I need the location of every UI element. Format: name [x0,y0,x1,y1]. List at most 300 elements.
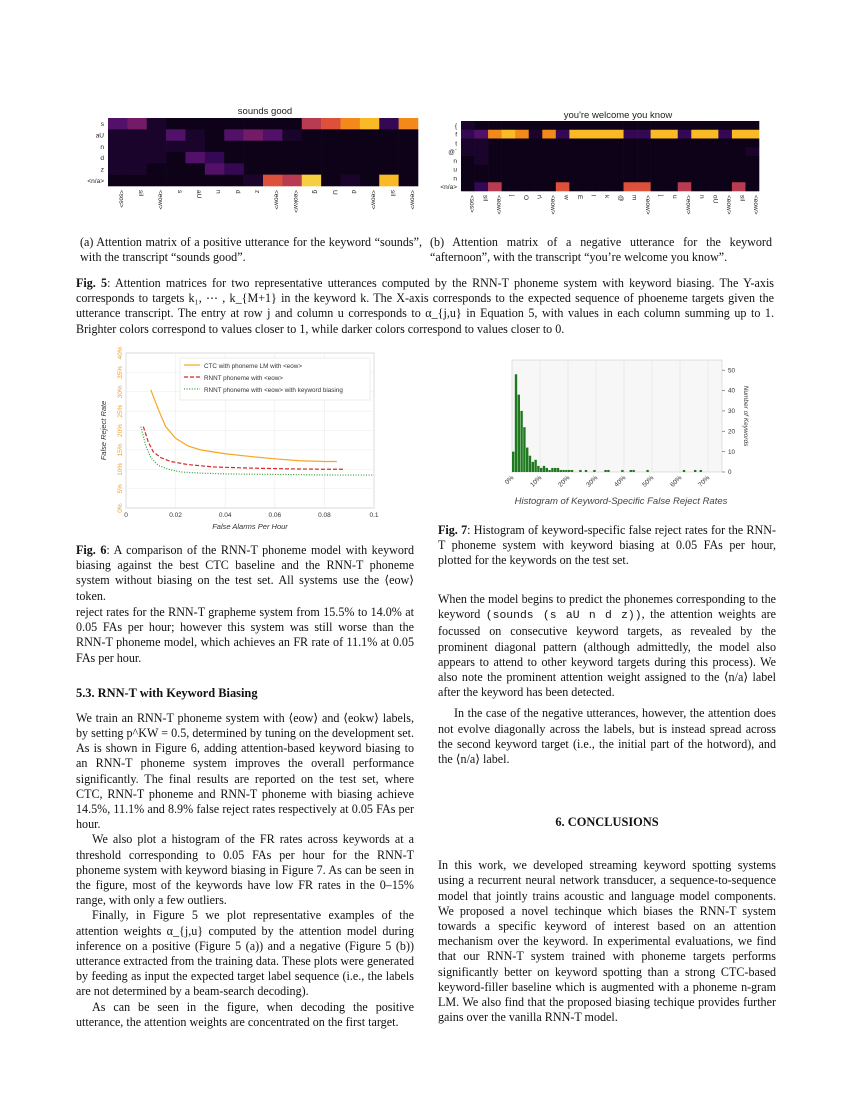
fig5a-cell [108,163,128,175]
fig5b-y-label: n [453,157,457,165]
fig7-bar [548,470,550,472]
fig5b-cell [556,165,570,174]
fig5a-cell [205,175,225,187]
fig7-bar [700,470,702,472]
fig5a-cell [379,129,399,141]
fig5a-cell [147,141,167,153]
fig5a-cell [127,152,147,164]
fig5b-cell [745,130,759,139]
right-column [438,592,776,1025]
fig5a-x-label: d [350,190,358,194]
fig5a-cell [127,175,147,187]
fig5a-cell [341,118,361,130]
fig5a-cell [341,163,361,175]
fig5b-cell [732,156,746,165]
fig5b-cell [718,156,732,165]
fig5a-cell [379,163,399,175]
fig6-x-tick: 0.04 [218,512,232,519]
fig5b-cell [461,139,475,148]
fig7-bar [551,468,553,472]
fig5a-caption: (a) Attention matrix of a positive utterance for the keyword “sounds”, with the transcript “sounds good”. [80,235,422,265]
right-paragraph-2: In the case of the negative utterances, however, the attention does not evolve diagonally across the labels, but is instead spread across the second keyword target (i.e., the initial part of the hotword), and the ⟨n/a⟩ label. [438,706,776,767]
fig5b-cell [488,174,502,183]
fig5a-x-label: <eokw> [292,190,300,213]
fig5a-cell [186,163,206,175]
fig5b-cell [624,156,638,165]
fig7-caption-text: : Histogram of keyword-specific false reject rates for the RNN-T phoneme system with keyword biasing at 0.05 FAs per hour, plotted for the keywords on the test set. [438,523,776,568]
fig7-bar [579,470,581,472]
fig5b-cell [651,139,665,148]
fig5b-cell [664,182,678,191]
fig5a-cell [360,163,380,175]
fig5a-cell [186,129,206,141]
fig7-x-tick: 20% [557,474,572,489]
fig5b-cell [691,139,705,148]
fig5b-cell [705,147,719,156]
fig5a-cell [244,141,264,153]
fig5b-cell [718,121,732,130]
fig5-label: Fig. 5 [76,276,108,290]
fig5b-cell [624,182,638,191]
left-paragraph-5: As can be seen in the figure, when decoding the positive utterance, the attention weights are concentrated on the first target. [76,999,414,1029]
fig7-bar [683,470,685,472]
right-paragraph-1-start: When the model begins to predict the phonemes corresponding to the keyword [438,592,776,622]
fig5b-cell [461,121,475,130]
fig5a-cell [360,141,380,153]
section-6-title: 6. CONCLUSIONS [555,815,659,830]
fig5a-cell [321,175,341,187]
fig5b-cell [705,165,719,174]
fig5b-cell [664,139,678,148]
fig5b-cell [732,147,746,156]
fig5b-cell [529,121,543,130]
fig5b-cell [461,156,475,165]
fig5b-x-label: m [630,195,638,201]
fig7-bar [560,470,562,472]
fig5b-cell [745,139,759,148]
fig5b-x-label: oU [711,195,719,204]
fig5b-cell [624,139,638,148]
fig5a-cell [282,118,302,130]
fig5b-cell [569,130,583,139]
fig5b-cell [583,165,597,174]
fig5b-cell [705,139,719,148]
fig5b-cell [542,147,556,156]
fig5b-cell [542,165,556,174]
fig5b-cell [624,165,638,174]
fig5b-x-label: <eow> [494,195,502,215]
fig7-bar [607,470,609,472]
fig5b-cell [718,139,732,148]
fig5a-cell [205,118,225,130]
fig5a-cell [224,129,244,141]
fig5b-cell [515,121,529,130]
fig5b-cell [529,156,543,165]
fig7-bar [546,468,548,472]
fig5b-cell [745,147,759,156]
fig6-y-tick: 40% [117,346,124,360]
fig5a-cell [244,118,264,130]
fig6-ylabel: False Reject Rate [99,400,108,461]
fig5b-cell [488,121,502,130]
fig5a-cell [302,163,322,175]
fig5b-cell [583,130,597,139]
fig7-bar [694,470,696,472]
fig5b-cell [556,182,570,191]
fig5a-x-label: aU [195,190,203,199]
keyword-sounds: (sounds (s aU n d z)) [485,610,642,623]
fig7-bar [518,395,520,472]
fig7-x-tick: 30% [585,474,600,489]
fig5b-cell [556,139,570,148]
fig7-bar [562,470,564,472]
fig5b-cell [556,130,570,139]
fig5a-cell [166,152,186,164]
fig5a-cell [282,163,302,175]
fig5a-y-label: s [100,121,104,129]
fig6-y-tick: 5% [117,483,124,494]
fig7-bar [543,466,545,472]
right-paragraph-1-end: , the attention weights are focussed on consecutive keyword targets, as revealed by the prominent diagonal pattern (although admittedly, the model also appears to attend to other keyword targets during this process). We also note the prominent attention weight assigned to the ⟨n/a⟩ label after the keyword has been detected. [438,607,777,700]
fig5a-cell [166,163,186,175]
fig7-bar [585,470,587,472]
fig7-bar [532,462,534,472]
fig5b-cell [475,121,489,130]
fig5b-cell [529,139,543,148]
fig5b-cell [583,174,597,183]
fig5b-cell [651,121,665,130]
fig5a-cell [399,141,419,153]
fig5b-cell [718,165,732,174]
fig5a-cell [321,163,341,175]
fig6-caption-text: : A comparison of the RNN-T phoneme model with keyword biasing against the best CTC baseline and the RNN-T phoneme system without biasing on the test set. All systems use the ⟨eow⟩ token. [76,543,414,603]
fig5b-cell [515,139,529,148]
fig5b-y-label: u [453,166,457,174]
fig5b-cell [637,165,651,174]
fig7-x-tick: 60% [669,474,684,489]
fig5a-cell [224,175,244,187]
fig5b-cell [488,156,502,165]
fig7-y-tick: 10 [728,448,736,456]
fig5a-cell [244,175,264,187]
fig6-x-tick: 0.08 [318,512,331,519]
right-paragraph-3: In this work, we developed streaming keyword spotting systems using a recurrent neural network transducer, a sequence-to-sequence model that jointly trains acoustic and language model components. We proposed a novel techinque which biases the RNN-T system towards a specific keyword of interest based on an attention mechanism over the keyword. In experimental evaluations, we find that our RNN-T system trained with phoneme targets performs significantly better on keyword spotting than a strong CTC-based keyword-filler baseline which is augmented with a phoneme n-gram LM. We also find that the proposed biasing techique provides further gains over the vanilla RNN-T model. [438,858,776,1025]
fig5a-cell [147,163,167,175]
section-5-3-title: 5.3. RNN-T with Keyword Biasing [76,685,258,700]
fig6-legend-label: CTC with phoneme LM with <eow> [204,363,302,370]
fig5b-cell [691,182,705,191]
fig6-x-tick: 0.1 [369,512,379,519]
fig5b-cell [569,156,583,165]
fig5b-x-label: <eow> [752,195,760,215]
fig5a-cell [341,129,361,141]
fig5a-cell [186,175,206,187]
fig5b-cell [461,165,475,174]
fig5b-y-label: <n/a> [440,184,457,192]
fig7-bar [568,470,570,472]
fig7-bar [537,466,539,472]
fig5a-cell [244,163,264,175]
fig5b-cell [583,156,597,165]
fig5b-cell [732,165,746,174]
fig5b-cell [691,156,705,165]
fig5b-cell [542,174,556,183]
fig5a-y-label: z [100,166,104,174]
fig5b-cell [461,130,475,139]
fig6-y-tick: 35% [117,365,124,379]
fig5b-cell [664,156,678,165]
fig5b-x-label: <eow> [684,195,692,215]
fig6-caption [76,543,414,604]
fig7-caption [438,523,776,569]
fig5b-cell [569,174,583,183]
fig5b-cell [556,121,570,130]
fig5a-cell [108,118,128,130]
fig5b-cell [596,165,610,174]
fig5b-cell [718,147,732,156]
fig5a-cell [399,118,419,130]
fig5b-x-label: <eow> [549,195,557,215]
fig5b-cell [488,165,502,174]
fig5a-x-label: <eow> [369,190,377,210]
fig5a-cell [360,175,380,187]
fig5b-cell [637,147,651,156]
fig5b-cell [678,156,692,165]
fig5b-cell [718,182,732,191]
fig7-bar [604,470,606,472]
fig5b-cell [678,130,692,139]
fig5b-cell [691,147,705,156]
fig7-bar [554,468,556,472]
fig7-bar [540,468,542,472]
fig5a-cell [341,175,361,187]
fig5b-cell [691,130,705,139]
fig7-plot-area [512,360,722,472]
fig5a-cell [166,175,186,187]
fig5a-cell [302,175,322,187]
fig5b-cell [461,182,475,191]
fig5a-cell [224,141,244,153]
fig5b-cell [502,182,516,191]
fig6-y-tick: 0% [117,503,124,513]
fig5a-cell [224,163,244,175]
fig5-caption-text: : Attention matrices for two representative utterances computed by the RNN-T phoneme system with keyword biasing. The Y-axis corresponds to targets k₁, ⋯ , k_{M+1} in the keyword k. The X-axis corresponds to the expected sequence of phoeneme targets given the utterance transcript. The entry at row j and column u corresponds to α_{j,u} in Equation 5, with values in each column summing up to 1. Brighter colors correspond to values closer to 1, while darker colors correspond to values closer to 0. [76,276,775,336]
fig5a-cell [379,152,399,164]
fig5b-cell [691,121,705,130]
fig5a-cell [302,118,322,130]
fig5a-cell [244,152,264,164]
fig5a-cell [147,175,167,187]
fig7-y-tick: 30 [728,408,736,416]
fig5b-cell [678,182,692,191]
fig5b-cell [745,156,759,165]
fig5b-cell [745,182,759,191]
fig7-histogram [500,352,780,512]
fig6-y-tick: 25% [117,404,124,418]
fig5b-y-label: { [454,122,457,130]
fig5a-cell [379,175,399,187]
fig5b-x-label: w [562,195,570,200]
fig5b-cell [529,174,543,183]
fig5a-cell [282,175,302,187]
fig5b-x-label: j [657,195,665,197]
fig5b-cell [596,121,610,130]
fig5a-cell [166,141,186,153]
fig5a-cell [108,129,128,141]
fig5b-cell [475,139,489,148]
fig5a-cell [147,129,167,141]
fig5b-cell [488,139,502,148]
fig5b-cell [732,130,746,139]
fig5b-cell [678,174,692,183]
fig5a-cell [127,163,147,175]
fig5b-cell [556,147,570,156]
fig5a-cell [341,152,361,164]
fig5b-cell [502,156,516,165]
fig5a-cell [379,141,399,153]
fig5a-y-label: d [100,155,104,163]
fig5a-x-label: <eow> [408,190,416,210]
fig5b-cell [624,121,638,130]
fig5b-x-label: <eow> [725,195,733,215]
fig5b-x-label: j [508,195,516,197]
fig5b-cell [691,174,705,183]
fig5a-cell [263,175,283,187]
fig5b-cell [610,147,624,156]
fig7-bar [621,470,623,472]
fig5b-cell [705,182,719,191]
fig5a-cell [147,118,167,130]
fig6-label: Fig. 6 [76,543,107,557]
fig6-y-tick: 30% [117,385,124,399]
fig5a-cell [302,152,322,164]
fig5b-cell [515,147,529,156]
fig5b-cell [596,156,610,165]
fig5b-x-label: <sos> [467,195,475,213]
fig6-legend-label: RNNT phoneme with <eow> with keyword biasing [204,387,343,394]
fig5a-cell [108,141,128,153]
fig5b-cell [569,121,583,130]
fig5a-x-label: <eow> [156,190,164,210]
fig5a-x-label: sil [388,190,396,197]
fig5a-x-label: <sos> [117,190,125,208]
fig5b-cell [475,147,489,156]
fig5b-heatmap [428,100,778,230]
fig6-xlabel: False Alarms Per Hour [212,522,288,530]
fig5b-cell [610,182,624,191]
fig5b-cell [569,165,583,174]
fig5b-cell [583,139,597,148]
fig5-caption [76,276,774,337]
fig5b-x-label: n [698,195,706,199]
fig5a-cell [205,141,225,153]
fig5b-cell [542,156,556,165]
fig5b-cell [542,139,556,148]
fig7-y-tick: 0 [728,469,732,477]
fig5b-cell [596,174,610,183]
fig5b-cell [475,174,489,183]
fig5b-cell [745,174,759,183]
fig7-bar [529,456,531,472]
left-paragraph-2: We train an RNN-T phoneme system with ⟨eow⟩ and ⟨eokw⟩ labels, by setting p^KW = 0.5, determined by tuning on the development set. As is shown in Figure 6, adding attention-based keyword biasing to an RNN-T phoneme system improves the overall performance significantly. The final results are reported on the test set, where CTC, RNN-T phoneme and RNN-T phoneme with biasing achieve 14.5%, 11.1% and 8.9% false reject rates respectively at 0.05 FAs per hour. [76,710,414,832]
fig5a-cell [224,152,244,164]
fig6-y-tick: 20% [117,423,124,438]
fig5a-x-label: <eow> [272,190,280,210]
fig5a-cell [205,163,225,175]
fig5a-cell [399,129,419,141]
fig5b-cell [569,182,583,191]
fig5b-cell [502,130,516,139]
fig5b-cell [732,121,746,130]
fig5a-cell [282,129,302,141]
fig5a-cell [360,118,380,130]
fig5b-x-label: <eow> [643,195,651,215]
fig7-x-tick: 70% [697,474,712,489]
fig5b-cell [583,121,597,130]
fig5b-cell [596,147,610,156]
fig5b-cell [610,156,624,165]
fig5a-cell [205,152,225,164]
fig7-x-tick: 0% [503,474,516,487]
fig5a-cell [321,129,341,141]
fig5b-x-label: O [521,195,529,201]
fig5a-y-label: n [100,143,104,151]
fig5b-cell [745,121,759,130]
fig5b-cell [596,130,610,139]
fig5b-cell [705,156,719,165]
fig5a-cell [379,118,399,130]
fig5b-cell [732,182,746,191]
fig5a-cell [147,152,167,164]
fig5b-x-label: r\ [535,195,543,199]
fig6-x-tick: 0.06 [268,512,282,519]
fig5a-cell [244,129,264,141]
fig5b-cell [664,147,678,156]
fig5b-cell [556,156,570,165]
fig5a-cell [341,141,361,153]
fig5a-cell [263,152,283,164]
fig5a-cell [282,141,302,153]
fig5b-cell [583,182,597,191]
fig5b-cell [745,165,759,174]
fig5a-cell [302,129,322,141]
fig7-y-tick: 40 [728,387,736,395]
fig5a-x-label: U [330,190,338,195]
fig5b-cell [637,182,651,191]
fig5b-cell [637,174,651,183]
fig5b-cell [732,174,746,183]
fig5b-cell [502,147,516,156]
fig7-bar [571,470,573,472]
fig5b-cell [637,156,651,165]
fig5b-cell [705,130,719,139]
fig5a-cell [186,152,206,164]
fig5b-cell [569,139,583,148]
fig5a-cell [399,152,419,164]
fig5a-cell [321,141,341,153]
fig7-label: Fig. 7 [438,523,468,537]
fig5b-cell [475,165,489,174]
fig5b-x-label: E [576,195,584,200]
fig5b-cell [488,130,502,139]
fig7-bar [512,452,514,472]
fig5b-cell [637,121,651,130]
fig5a-cell [399,163,419,175]
fig6-legend-label: RNNT phoneme with <eow> [204,375,283,382]
fig5b-cell [637,130,651,139]
fig5b-cell [705,121,719,130]
fig5a-y-label: <n/a> [87,177,104,185]
